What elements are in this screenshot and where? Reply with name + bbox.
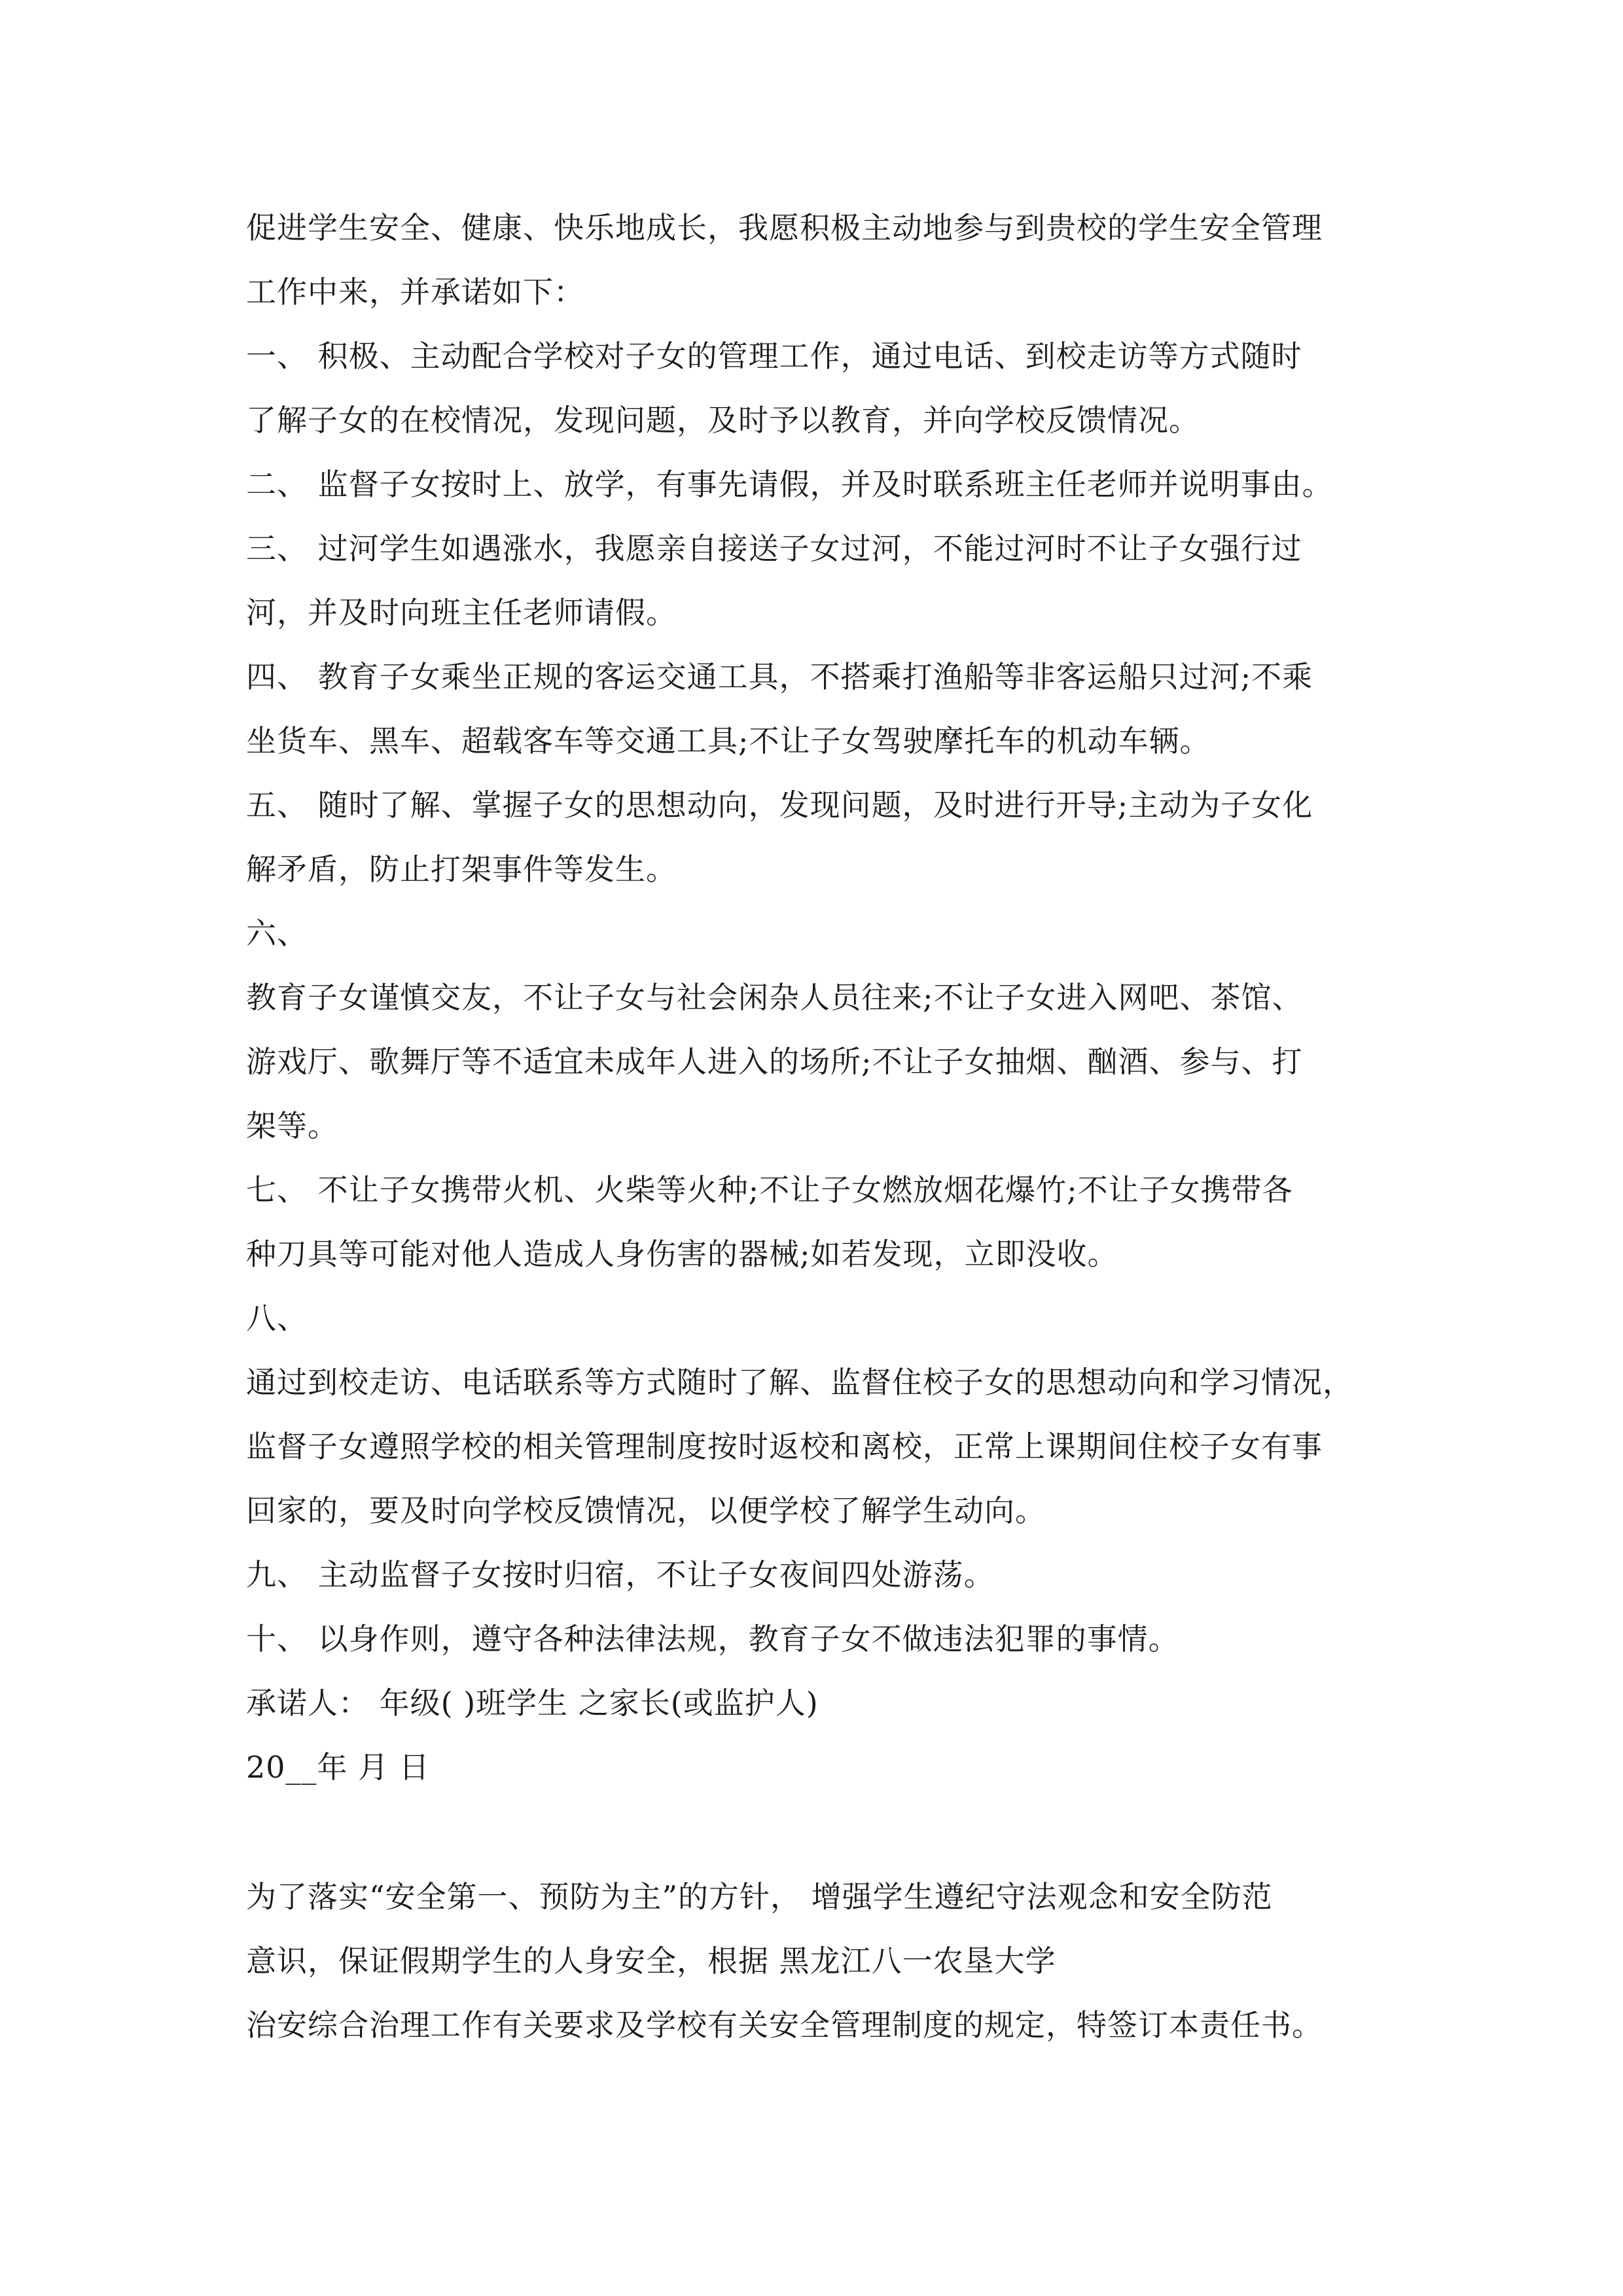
signatory-line: 承诺人： 年级( )班学生 之家长(或监护人): [246, 1685, 819, 1721]
second-paragraph-line: 为了落实“安全第一、预防为主”的方针， 增强学生遵纪守法观念和安全防范: [246, 1879, 1273, 1914]
clause-2-line: 二、 监督子女按时上、放学，有事先请假，并及时联系班主任老师并说明事由。: [246, 467, 1333, 502]
clause-6-line: 教育子女谨慎交友，不让子女与社会闲杂人员往来;不让子女进入网吧、茶馆、: [246, 980, 1303, 1015]
second-paragraph-line: 治安综合治理工作有关要求及学校有关安全管理制度的规定，特签订本责任书。: [246, 2007, 1323, 2043]
clause-1-line: 一、 积极、主动配合学校对子女的管理工作，通过电话、到校走访等方式随时: [246, 338, 1302, 374]
paragraph-line: 促进学生安全、健康、快乐地成长，我愿积极主动地参与到贵校的学生安全管理: [246, 210, 1323, 245]
clause-4-line: 坐货车、黑车、超载客车等交通工具;不让子女驾驶摩托车的机动车辆。: [246, 723, 1211, 759]
clause-7-line: 七、 不让子女携带火机、火柴等火种;不让子女燃放烟花爆竹;不让子女携带各: [246, 1172, 1293, 1208]
clause-9-line: 九、 主动监督子女按时归宿，不让子女夜间四处游荡。: [246, 1557, 995, 1592]
clause-3-line: 三、 过河学生如遇涨水，我愿亲自接送子女过河，不能过河时不让子女强行过: [246, 531, 1302, 566]
clause-5-line: 五、 随时了解、掌握子女的思想动向，发现问题，及时进行开导;主动为子女化: [246, 787, 1313, 823]
clause-5-line: 解矛盾，防止打架事件等发生。: [246, 852, 677, 887]
clause-8-number: 八、: [246, 1300, 308, 1336]
clause-8-line: 监督子女遵照学校的相关管理制度按时返校和离校，正常上课期间住校子女有事: [246, 1429, 1323, 1464]
clause-6-line: 游戏厅、歌舞厅等不适宜未成年人进入的场所;不让子女抽烟、酗酒、参与、打: [246, 1044, 1303, 1079]
date-line: 20__年 月 日: [246, 1749, 430, 1785]
second-paragraph-line: 意识，保证假期学生的人身安全，根据 黑龙江八一农垦大学: [246, 1943, 1056, 1979]
clause-7-line: 种刀具等可能对他人造成人身伤害的器械;如若发现，立即没收。: [246, 1236, 1118, 1272]
clause-1-line: 了解子女的在校情况，发现问题，及时予以教育，并向学校反馈情况。: [246, 403, 1200, 438]
clause-3-line: 河，并及时向班主任老师请假。: [246, 595, 677, 630]
clause-8-line: 回家的，要及时向学校反馈情况，以便学校了解学生动向。: [246, 1493, 1046, 1528]
clause-8-line: 通过到校走访、电话联系等方式随时了解、监督住校子女的思想动向和学习情况，: [246, 1365, 1353, 1400]
clause-4-line: 四、 教育子女乘坐正规的客运交通工具，不搭乘打渔船等非客运船只过河;不乘: [246, 659, 1313, 694]
clause-10-line: 十、 以身作则，遵守各种法律法规，教育子女不做违法犯罪的事情。: [246, 1621, 1179, 1657]
clause-6-number: 六、: [246, 916, 308, 951]
paragraph-line: 工作中来，并承诺如下：: [246, 274, 584, 310]
clause-6-line: 架等。: [246, 1108, 338, 1143]
